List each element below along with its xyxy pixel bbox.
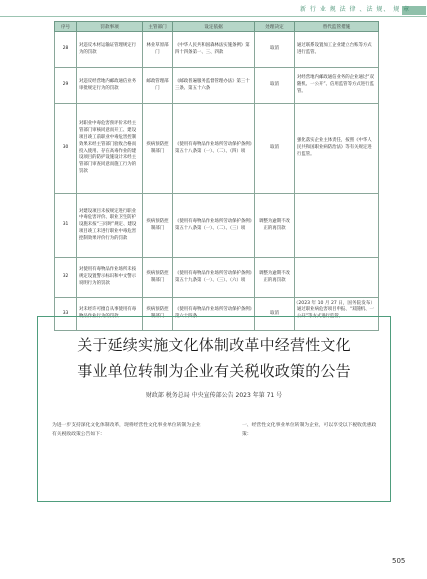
column-header: 罚款事项 [77, 22, 143, 32]
department: 疾病预防控制部门 [143, 104, 173, 194]
table-header-row [55, 22, 379, 32]
decision: 调整为逾期不改正的再罚款 [255, 258, 295, 298]
penalty-item: 对建设项目未按规定进行职业中毒危害评价、职业卫生防护设施未按“三同时”规定、建设项目竣工未进行职业中毒危害控制效果评价行为的罚款 [77, 194, 143, 258]
column-header: 处理决定 [255, 22, 295, 32]
table-row [55, 68, 379, 104]
notice-body-right: 一、经营性文化事业单位转制为企业，可以享受以下税收优惠政策： [242, 423, 377, 437]
decision: 调整为逾期不改正的再罚款 [255, 194, 295, 258]
notice-box [37, 316, 391, 502]
decision: 取消 [255, 32, 295, 68]
alternative-measure: 强化落实企业主体责任，按照《中华人民共和国职业病防治法》等有关规定进行监管。 [295, 104, 379, 194]
release-date-note: （2023 年 10 月 27 日，国务院发布） [293, 301, 375, 306]
alternative-measure [295, 194, 379, 258]
penalty-item: 对使用有毒物品作业场所未按规定设置警示标识和中文警示说明行为的罚款 [77, 258, 143, 298]
alternative-measure: 通过联系设置加工企业建立台账等方式进行监管。 [295, 32, 379, 68]
row-number: 33 [55, 298, 77, 331]
decision: 取消 [255, 298, 295, 331]
column-header: 设定依据 [173, 22, 255, 32]
running-header: 新 行 业 规 法 律 、法 规、 规 章 [300, 6, 411, 13]
department: 邮政管理部门 [143, 68, 173, 104]
row-number: 32 [55, 258, 77, 298]
penalty-item: 对违反经营地内邮政通信业务审批规定行为的罚款 [77, 68, 143, 104]
header-rule [0, 16, 427, 17]
department: 疾病预防控制部门 [143, 194, 173, 258]
department: 林业草原部门 [143, 32, 173, 68]
legal-basis: 《使用有毒物品作业场所劳动保护条例》第五十八条第（一）、（二）、（四）项 [173, 104, 255, 194]
decision: 取消 [255, 68, 295, 104]
alternative-measure: 对经营地内邮政通信业务的企业通过“双随机、一公开”、信用监管等方式进行监管。 [295, 68, 379, 104]
table-row [55, 104, 379, 194]
table-row [55, 32, 379, 68]
row-number: 28 [55, 32, 77, 68]
department: 疾病预防控制部门 [143, 298, 173, 331]
legal-basis: 《中华人民共和国森林法实施条例》第四十四条第一、三、四款 [173, 32, 255, 68]
alternative-measure [295, 258, 379, 298]
table-row [55, 194, 379, 258]
legal-basis: 《使用有毒物品作业场所劳动保护条例》第六十四条 [173, 298, 255, 331]
column-header: 主管部门 [143, 22, 173, 32]
legal-basis: 《使用有毒物品作业场所劳动保护条例》第五十九条第（一）、（三）、（六）项 [173, 258, 255, 298]
notice-body-left: 为进一步支持深化文化体制改革，现将经营性文化事业单位转制为企业有关税收政策公告如下： [52, 423, 201, 437]
legal-basis: 《使用有毒物品作业场所劳动保护条例》第五十八条第（一）、（二）、（三）项 [173, 194, 255, 258]
penalty-item: 对职业中毒危害预评价未经主管部门审核同意而开工、建设项目竣工前职业中毒危害控制效果未经主管部门验收合格而投入使用、存在高毒作业的建设项目的防护设施设计未经主管部门审查同意而施工行为的罚款 [77, 104, 143, 194]
notice-subtitle: 财政部 税务总局 中央宣传部公告 2023 年第 71 号 [145, 392, 283, 399]
page-number: 505 [392, 557, 406, 565]
decision: 取消 [255, 104, 295, 194]
column-header: 序号 [55, 22, 77, 32]
penalty-item: 对违反木材运输证管理规定行为的罚款 [77, 32, 143, 68]
table-row [55, 258, 379, 298]
penalty-item: 对未经许可擅自从事使用有毒物品作业行为的罚款 [77, 298, 143, 331]
row-number: 29 [55, 68, 77, 104]
notice-title-line-2: 事业单位转制为企业有关税收政策的公告 [77, 362, 351, 380]
department: 疾病预防控制部门 [143, 258, 173, 298]
column-header: 替代监管措施 [295, 22, 379, 32]
row-number: 31 [55, 194, 77, 258]
row-number: 30 [55, 104, 77, 194]
penalty-table [54, 21, 379, 331]
alternative-measure: 通过职业病危害项目申报、“双随机、一公开”等方式进行监管。 [295, 298, 379, 331]
notice-title-line-1: 关于延续实施文化体制改革中经营性文化 [77, 336, 351, 354]
legal-basis: 《邮政普遍服务监督管理办法》第三十三条、第五十六条 [173, 68, 255, 104]
